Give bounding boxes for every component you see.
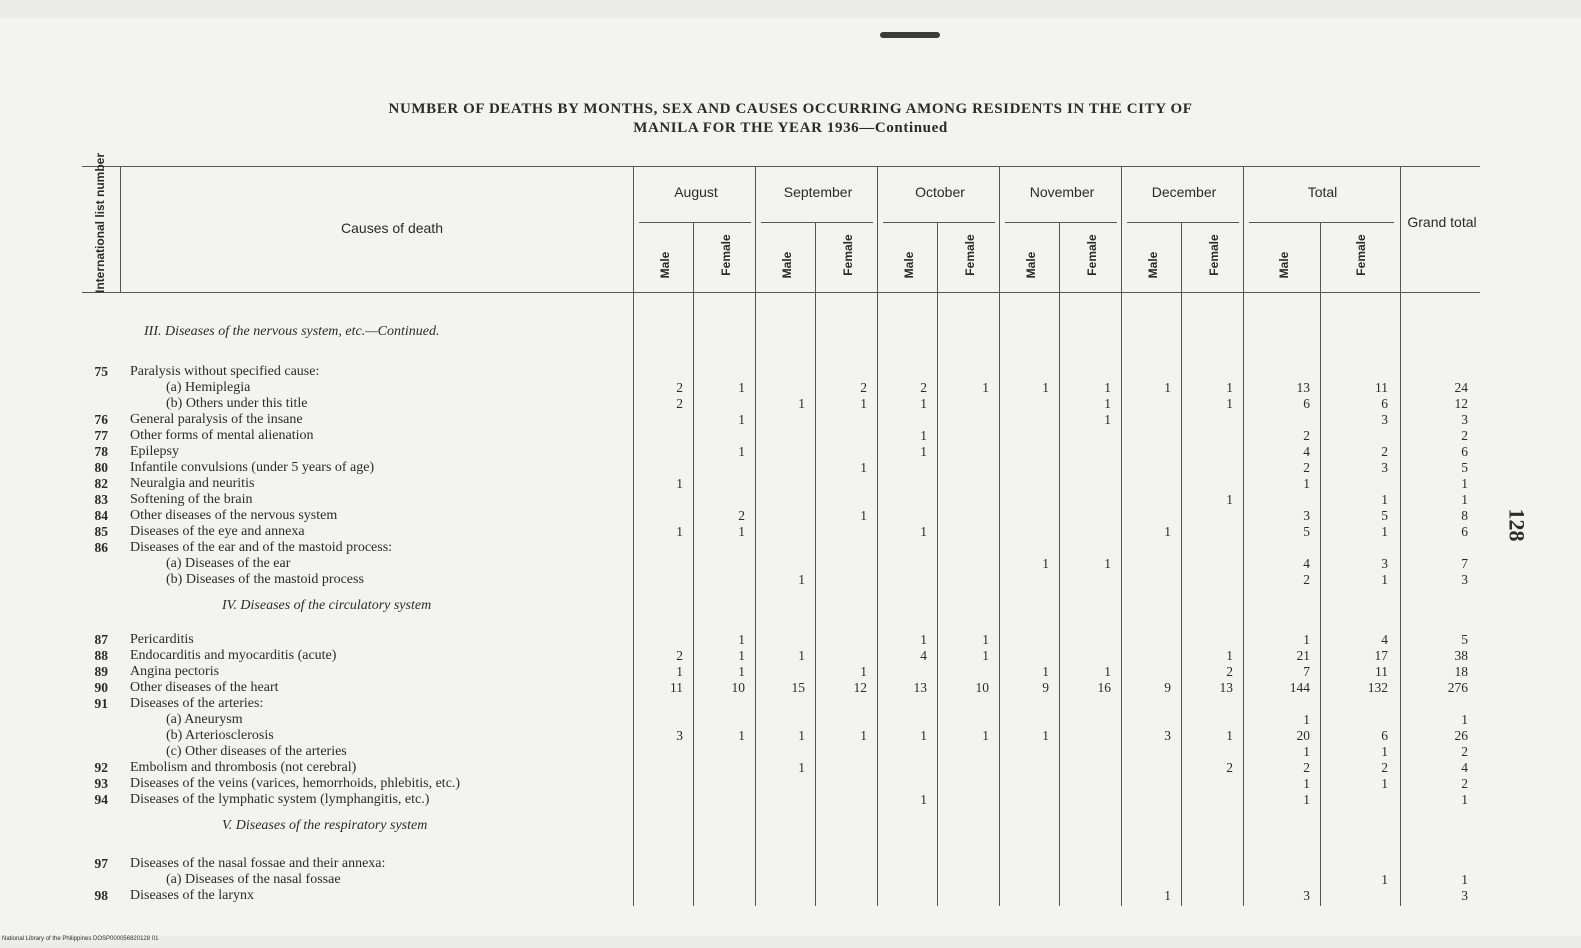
- value-cell: 12: [1454, 396, 1468, 411]
- value-cell: 1: [982, 648, 989, 663]
- value-cell: 1: [1381, 572, 1388, 587]
- value-cell: 3: [1164, 728, 1171, 743]
- cause-label: Other diseases of the nervous system: [130, 508, 338, 523]
- female-header: Female: [1085, 234, 1099, 276]
- female-header: Female: [719, 234, 733, 276]
- value-cell: 2: [860, 380, 867, 395]
- value-cell: 9: [1164, 680, 1171, 695]
- value-cell: 1: [860, 664, 867, 679]
- value-cell: 5: [1303, 524, 1310, 539]
- female-header: Female: [963, 234, 977, 276]
- value-cell: 11: [670, 680, 683, 695]
- value-cell: 1: [1303, 632, 1310, 647]
- value-cell: 1: [798, 572, 805, 587]
- cause-label: General paralysis of the insane: [130, 412, 303, 427]
- value-cell: 1: [920, 524, 927, 539]
- value-cell: 1: [1042, 380, 1049, 395]
- value-cell: 3: [1303, 508, 1310, 523]
- list-number: 90: [94, 680, 108, 695]
- list-number: 98: [94, 888, 108, 903]
- value-cell: 17: [1374, 648, 1388, 663]
- value-cell: 1: [1042, 556, 1049, 571]
- value-cell: 1: [1381, 744, 1388, 759]
- value-cell: 1: [1303, 776, 1310, 791]
- value-cell: 24: [1454, 380, 1468, 395]
- value-cell: 16: [1097, 680, 1111, 695]
- value-cell: 1: [738, 412, 745, 427]
- value-cell: 5: [1461, 632, 1468, 647]
- value-cell: 1: [920, 792, 927, 807]
- female-header: Female: [1354, 234, 1368, 276]
- month-header-3: November: [1029, 184, 1095, 200]
- month-underline: [639, 222, 751, 223]
- cause-label: (b) Others under this title: [166, 396, 308, 411]
- table-top-rule: [82, 166, 1480, 167]
- title-line-2: MANILA FOR THE YEAR 1936—Continued: [633, 120, 948, 136]
- month-divider: [877, 166, 878, 906]
- value-cell: 6: [1461, 444, 1468, 459]
- value-cell: 1: [1164, 888, 1171, 903]
- section-heading: V. Diseases of the respiratory system: [222, 818, 428, 833]
- page-number: 128: [1504, 508, 1530, 542]
- value-cell: 38: [1454, 648, 1468, 663]
- cause-label: Softening of the brain: [130, 492, 253, 507]
- value-cell: 4: [1303, 556, 1310, 571]
- sex-divider: [815, 222, 816, 906]
- list-number: 89: [94, 664, 108, 679]
- value-cell: 3: [1381, 556, 1388, 571]
- month-underline: [1127, 222, 1239, 223]
- cause-label: Diseases of the arteries:: [130, 696, 264, 711]
- value-cell: 1: [1226, 380, 1233, 395]
- cause-label: Pericarditis: [130, 632, 194, 647]
- value-cell: 1: [1303, 712, 1310, 727]
- value-cell: 1: [920, 396, 927, 411]
- month-header-0: August: [674, 184, 718, 200]
- cause-label: Epilepsy: [130, 444, 179, 459]
- value-cell: 1: [1104, 380, 1111, 395]
- intl-list-header: International list number: [93, 152, 107, 293]
- list-number: 76: [94, 412, 108, 427]
- cause-label: Neuralgia and neuritis: [130, 476, 255, 491]
- cause-label: (a) Diseases of the nasal fossae: [166, 872, 341, 887]
- value-cell: 1: [1303, 792, 1310, 807]
- value-cell: 1: [1042, 728, 1049, 743]
- value-cell: 4: [1303, 444, 1310, 459]
- male-header: Male: [1024, 251, 1038, 279]
- value-cell: 2: [1303, 428, 1310, 443]
- value-cell: 1: [982, 380, 989, 395]
- value-cell: 2: [1303, 760, 1310, 775]
- value-cell: 5: [1461, 460, 1468, 475]
- cause-label: Diseases of the veins (varices, hemorrhoids, phlebitis, etc.): [130, 776, 461, 791]
- value-cell: 1: [798, 760, 805, 775]
- month-underline: [1005, 222, 1117, 223]
- value-cell: 1: [738, 648, 745, 663]
- value-cell: 3: [1381, 460, 1388, 475]
- list-number: 75: [94, 364, 108, 379]
- value-cell: 1: [1226, 396, 1233, 411]
- value-cell: 4: [1461, 760, 1468, 775]
- value-cell: 1: [920, 632, 927, 647]
- month-underline: [761, 222, 873, 223]
- value-cell: 1: [1164, 380, 1171, 395]
- sex-divider: [1320, 222, 1321, 906]
- list-number: 93: [94, 776, 108, 791]
- cause-label: Diseases of the nasal fossae and their annexa:: [130, 856, 386, 871]
- month-header-5: Total: [1307, 184, 1338, 200]
- list-number: 91: [94, 696, 108, 711]
- value-cell: 1: [1381, 524, 1388, 539]
- cause-label: Endocarditis and myocarditis (acute): [130, 648, 337, 663]
- list-number: 78: [94, 444, 108, 459]
- value-cell: 2: [1461, 776, 1468, 791]
- grand-total-divider: [1400, 166, 1401, 906]
- grand-total-header: Grand total: [1407, 214, 1477, 230]
- value-cell: 1: [920, 728, 927, 743]
- list-number: 83: [94, 492, 108, 507]
- value-cell: 3: [1461, 412, 1468, 427]
- value-cell: 1: [1226, 728, 1233, 743]
- value-cell: 6: [1381, 728, 1388, 743]
- value-cell: 1: [1226, 648, 1233, 663]
- male-header: Male: [1276, 251, 1291, 279]
- month-divider: [999, 166, 1000, 906]
- month-divider: [633, 166, 634, 906]
- causes-header: Causes of death: [341, 220, 443, 236]
- value-cell: 1: [738, 632, 745, 647]
- value-cell: 1: [798, 648, 805, 663]
- value-cell: 13: [1296, 380, 1310, 395]
- value-cell: 1: [1461, 712, 1468, 727]
- value-cell: 3: [1381, 412, 1388, 427]
- value-cell: 6: [1303, 396, 1310, 411]
- month-header-2: October: [915, 184, 965, 200]
- table-title: [0, 100, 1581, 138]
- sex-divider: [937, 222, 938, 906]
- month-underline: [1249, 222, 1394, 223]
- value-cell: 9: [1042, 680, 1049, 695]
- value-cell: 26: [1454, 728, 1468, 743]
- value-cell: 7: [1461, 556, 1468, 571]
- value-cell: 1: [1381, 492, 1388, 507]
- value-cell: 5: [1381, 508, 1388, 523]
- value-cell: 1: [920, 444, 927, 459]
- value-cell: 1: [738, 728, 745, 743]
- month-underline: [883, 222, 995, 223]
- value-cell: 1: [738, 444, 745, 459]
- value-cell: 2: [920, 380, 927, 395]
- value-cell: 1: [738, 380, 745, 395]
- value-cell: 15: [791, 680, 805, 695]
- value-cell: 1: [676, 476, 683, 491]
- title-line-1: NUMBER OF DEATHS BY MONTHS, SEX AND CAUSES OCCURRING AMONG RESIDENTS IN THE CITY OF: [388, 101, 1193, 117]
- value-cell: 1: [1104, 664, 1111, 679]
- value-cell: 2: [1226, 760, 1233, 775]
- value-cell: 3: [1461, 888, 1468, 903]
- value-cell: 1: [982, 728, 989, 743]
- value-cell: 1: [1461, 476, 1468, 491]
- cause-label: Infantile convulsions (under 5 years of age): [130, 460, 375, 475]
- header-divider: [120, 166, 121, 292]
- list-number: 84: [94, 508, 108, 523]
- value-cell: 1: [1104, 396, 1111, 411]
- value-cell: 2: [1381, 444, 1388, 459]
- cause-label: (b) Diseases of the mastoid process: [166, 572, 364, 587]
- value-cell: 1: [1461, 872, 1468, 887]
- value-cell: 2: [676, 396, 683, 411]
- value-cell: 13: [913, 680, 927, 695]
- value-cell: 2: [1303, 572, 1310, 587]
- list-number: 94: [94, 792, 108, 807]
- value-cell: 144: [1289, 680, 1310, 695]
- sex-divider: [1181, 222, 1182, 906]
- list-number: 97: [94, 856, 108, 871]
- value-cell: 132: [1367, 680, 1388, 695]
- value-cell: 1: [676, 664, 683, 679]
- value-cell: 21: [1296, 648, 1310, 663]
- cause-label: (b) Arteriosclerosis: [166, 728, 274, 743]
- value-cell: 1: [1164, 524, 1171, 539]
- list-number: 92: [94, 760, 108, 775]
- cause-label: (a) Diseases of the ear: [166, 556, 291, 571]
- value-cell: 1: [860, 396, 867, 411]
- value-cell: 1: [738, 524, 745, 539]
- list-number: 85: [94, 524, 108, 539]
- cause-label: Diseases of the ear and of the mastoid process:: [130, 540, 393, 555]
- value-cell: 2: [1303, 460, 1310, 475]
- value-cell: 13: [1219, 680, 1233, 695]
- list-number: 77: [94, 428, 108, 443]
- value-cell: 1: [1381, 872, 1388, 887]
- value-cell: 11: [1375, 380, 1388, 395]
- cause-label: Angina pectoris: [130, 664, 220, 679]
- month-header-4: December: [1151, 184, 1217, 200]
- value-cell: 1: [738, 664, 745, 679]
- month-header-1: September: [783, 184, 853, 200]
- value-cell: 1: [1104, 556, 1111, 571]
- binding-mark: [880, 32, 940, 38]
- cause-label: (a) Hemiplegia: [166, 380, 251, 395]
- value-cell: 1: [860, 508, 867, 523]
- cause-label: Diseases of the larynx: [130, 888, 255, 903]
- value-cell: 20: [1296, 728, 1310, 743]
- value-cell: 1: [1461, 792, 1468, 807]
- value-cell: 1: [1303, 476, 1310, 491]
- list-number: 80: [94, 460, 108, 475]
- value-cell: 1: [1461, 492, 1468, 507]
- month-divider: [1243, 166, 1244, 906]
- value-cell: 2: [676, 648, 683, 663]
- cause-label: (a) Aneurysm: [166, 712, 243, 727]
- value-cell: 1: [1303, 744, 1310, 759]
- male-header: Male: [780, 251, 794, 279]
- month-divider: [1121, 166, 1122, 906]
- value-cell: 1: [920, 428, 927, 443]
- value-cell: 2: [676, 380, 683, 395]
- value-cell: 2: [1381, 760, 1388, 775]
- cause-label: Embolism and thrombosis (not cerebral): [130, 760, 357, 775]
- sex-divider: [693, 222, 694, 906]
- value-cell: 12: [853, 680, 867, 695]
- value-cell: 1: [1104, 412, 1111, 427]
- list-number: 87: [94, 632, 108, 647]
- value-cell: 1: [860, 728, 867, 743]
- value-cell: 1: [1042, 664, 1049, 679]
- cause-label: (c) Other diseases of the arteries: [166, 744, 347, 759]
- list-number: 86: [94, 540, 108, 555]
- male-header: Male: [658, 251, 672, 279]
- value-cell: 6: [1461, 524, 1468, 539]
- footer-source: National Library of the Philippines DOSP000056820128 01: [2, 936, 159, 942]
- value-cell: 7: [1303, 664, 1310, 679]
- value-cell: 6: [1381, 396, 1388, 411]
- value-cell: 3: [1303, 888, 1310, 903]
- cause-label: Other forms of mental alienation: [130, 428, 314, 443]
- value-cell: 2: [738, 508, 745, 523]
- list-number: 88: [94, 648, 108, 663]
- value-cell: 1: [676, 524, 683, 539]
- value-cell: 11: [1375, 664, 1388, 679]
- female-header: Female: [841, 234, 855, 276]
- sex-divider: [1059, 222, 1060, 906]
- cause-label: Paralysis without specified cause:: [130, 364, 320, 379]
- value-cell: 4: [920, 648, 927, 663]
- value-cell: 1: [1226, 492, 1233, 507]
- value-cell: 8: [1461, 508, 1468, 523]
- section-heading: IV. Diseases of the circulatory system: [222, 598, 432, 613]
- value-cell: 10: [975, 680, 989, 695]
- male-header: Male: [902, 251, 916, 279]
- female-header: Female: [1207, 234, 1221, 276]
- value-cell: 2: [1461, 428, 1468, 443]
- male-header: Male: [1146, 251, 1160, 279]
- value-cell: 3: [1461, 572, 1468, 587]
- section-heading: III. Diseases of the nervous system, etc.—Continued.: [144, 324, 440, 339]
- value-cell: 1: [982, 632, 989, 647]
- cause-label: Diseases of the lymphatic system (lymphangitis, etc.): [130, 792, 430, 807]
- value-cell: 3: [676, 728, 683, 743]
- value-cell: 2: [1461, 744, 1468, 759]
- cause-label: Diseases of the eye and annexa: [130, 524, 305, 539]
- value-cell: 1: [1381, 776, 1388, 791]
- value-cell: 2: [1226, 664, 1233, 679]
- value-cell: 10: [731, 680, 745, 695]
- cause-label: Other diseases of the heart: [130, 680, 279, 695]
- deaths-table: [82, 152, 1482, 906]
- month-divider: [755, 166, 756, 906]
- value-cell: 1: [860, 460, 867, 475]
- value-cell: 18: [1454, 664, 1468, 679]
- value-cell: 1: [798, 396, 805, 411]
- list-number: 82: [94, 476, 108, 491]
- value-cell: 4: [1381, 632, 1388, 647]
- value-cell: 1: [798, 728, 805, 743]
- document-page: [0, 18, 1581, 936]
- value-cell: 276: [1447, 680, 1468, 695]
